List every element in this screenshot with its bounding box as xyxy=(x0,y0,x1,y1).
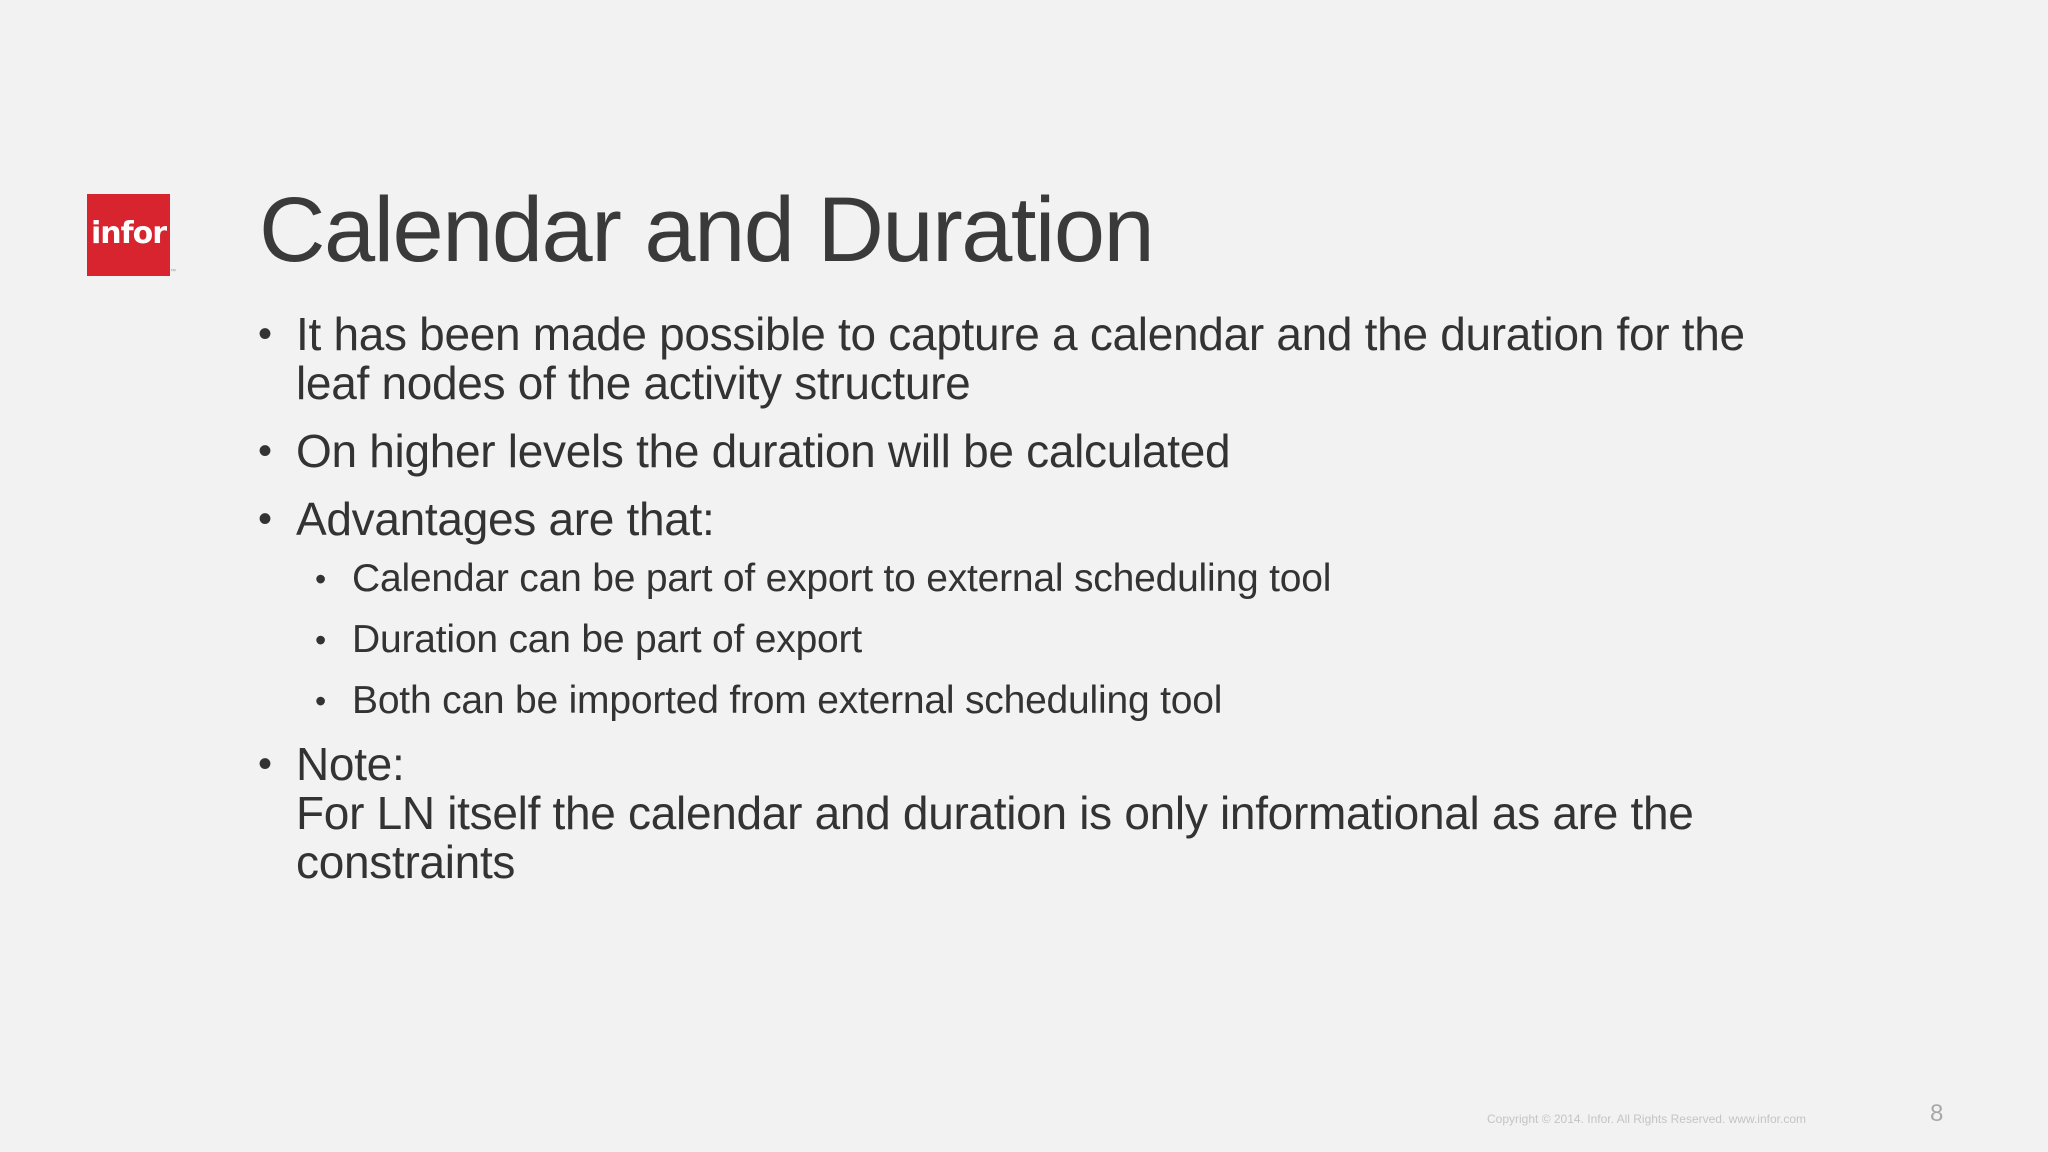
sub-bullet-item xyxy=(258,557,1818,601)
bullet-item xyxy=(258,427,1818,476)
sub-bullet-item xyxy=(258,679,1818,723)
slide-title: Calendar and Duration xyxy=(259,179,1154,281)
copyright-notice: Copyright © 2014. Infor. All Rights Reserved. www.infor.com xyxy=(1487,1112,1806,1126)
note-label: Note: xyxy=(296,738,405,790)
logo-text: infor xyxy=(90,216,167,251)
logo-trademark: ™ xyxy=(170,269,176,275)
bullet-dot: • xyxy=(258,742,272,786)
sub-bullet-text: Both can be imported from external scheduling tool xyxy=(352,679,1223,722)
bullet-dot: • xyxy=(258,312,272,356)
bullet-text: Advantages are that: xyxy=(296,493,715,545)
page-number: 8 xyxy=(1930,1100,1944,1127)
slide-content xyxy=(258,310,1818,906)
bullet-item xyxy=(258,310,1818,408)
infor-logo xyxy=(87,194,176,276)
bullet-dot: • xyxy=(258,429,272,473)
sub-bullet-text: Duration can be part of export xyxy=(352,618,862,661)
sub-bullet-item xyxy=(258,618,1818,662)
sub-bullet-dot: • xyxy=(315,622,327,658)
bullet-text: It has been made possible to capture a calendar and the duration for the leaf nodes of the activity structure xyxy=(296,308,1745,409)
bullet-text: On higher levels the duration will be calculated xyxy=(296,425,1231,477)
note-bullet xyxy=(258,740,1818,887)
sub-bullet-text: Calendar can be part of export to external scheduling tool xyxy=(352,557,1332,600)
note-text: For LN itself the calendar and duration is only informational as are the constraints xyxy=(296,787,1694,888)
sub-bullet-dot: • xyxy=(315,683,327,719)
sub-bullet-list xyxy=(258,557,1818,723)
bullet-item xyxy=(258,495,1818,544)
sub-bullet-dot: • xyxy=(315,561,327,597)
bullet-dot: • xyxy=(258,497,272,541)
